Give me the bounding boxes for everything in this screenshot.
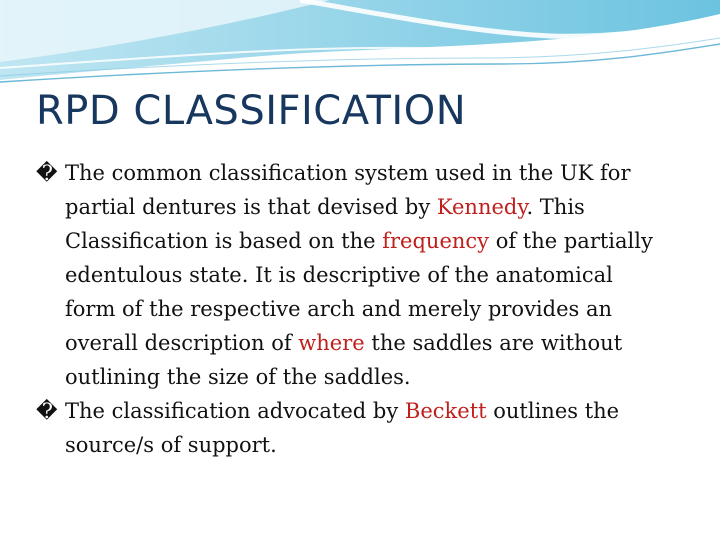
text-run: Classification is based on the [65,229,383,253]
header-wave-decoration [0,0,720,90]
highlighted-term: where [298,331,365,355]
bullet-item [36,156,696,394]
text-run: overall description of [65,331,299,355]
bullet-line [65,224,696,258]
bullet-line [65,190,696,224]
text-run: outlines the [486,399,620,423]
text-run: outlining the size of the saddles. [65,365,411,389]
bullet-line [65,360,696,394]
bullet-line [65,258,696,292]
highlighted-term: Beckett [404,399,487,423]
text-run: The common classification system used in the UK for [65,161,631,185]
bullet-line [65,292,696,326]
bullet-line [65,428,696,462]
text-run: of the partially [489,229,653,253]
highlighted-term: frequency [382,229,490,253]
text-run: form of the respective arch and merely provides an [65,297,613,321]
bullet-item [36,394,696,462]
text-run: source/s of support. [65,433,277,457]
bullet-line [65,326,696,360]
text-run: edentulous state. It is descriptive of the anatomical [65,263,613,287]
bullet-line [65,156,696,190]
slide-title: RPD CLASSIFICATION [36,88,467,134]
bullet-glyph-icon: � [36,399,58,423]
text-run: The classification advocated by [65,399,405,423]
bullet-line [65,394,696,428]
text-run: the saddles are without [364,331,623,355]
text-run: . This [526,195,585,219]
slide-body [36,156,696,462]
text-run: partial dentures is that devised by [65,195,437,219]
bullet-glyph-icon: � [36,161,58,185]
highlighted-term: Kennedy [436,195,527,219]
